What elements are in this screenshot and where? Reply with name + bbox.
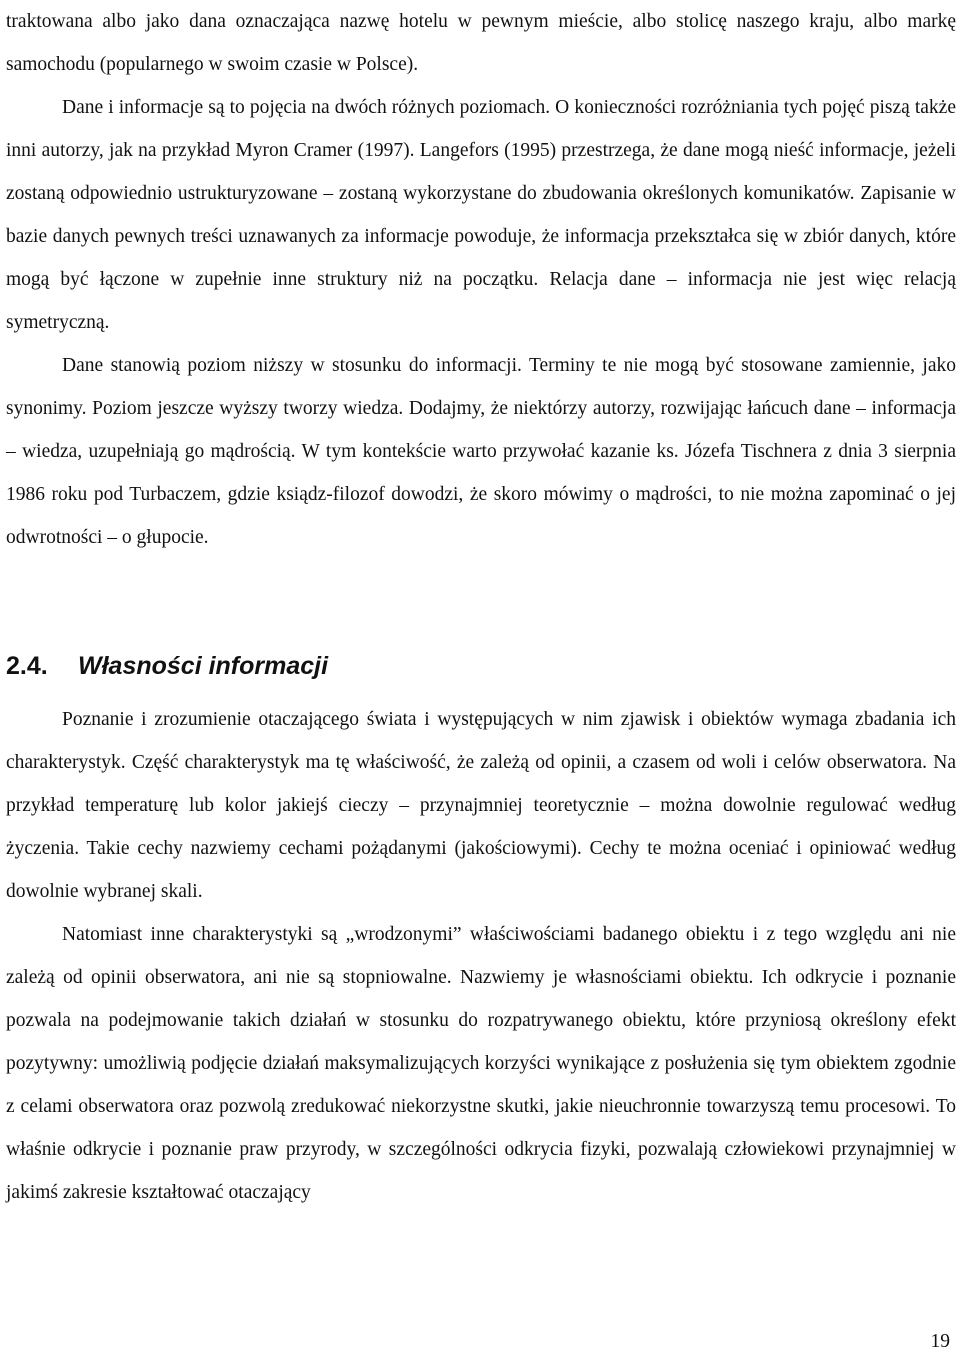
- page-number: 19: [930, 1331, 950, 1352]
- paragraph-continuation: traktowana albo jako dana oznaczająca nazwę hotelu w pewnym mieście, albo stolicę naszego kraju, albo markę samochodu (popularnego w swoim czasie w Polsce).: [6, 11, 956, 75]
- paragraph-innate-properties: Natomiast inne charakterystyki są „wrodzonymi” właściwościami badanego obiektu i z tego względu ani nie zależą od opinii obserwatora, ani nie są stopniowalne. Nazwiemy je własnościami obiektu. Ich odkrycie i poznanie pozwala na podejmowanie takich działań w stosunku do rozpatrywanego obiektu, które przyniosą określony efekt pozytywny: umożliwią podjęcie działań maksymalizujących korzyści wynikające z posłużenia się tym obiektem zgodnie z celami obserwatora oraz pozwolą zredukować niekorzystne skutki, jakie nieuchronnie towarzyszą temu procesowi. To właśnie odkrycie i poznanie praw przyrody, w szczególności odkrycia fizyki, pozwalają człowiekowi przynajmniej w jakimś zakresie kształtować otaczający: [6, 924, 956, 1203]
- body-text-bottom: [6, 698, 956, 1214]
- section-heading: [6, 646, 328, 686]
- paragraph-characteristics: Poznanie i zrozumienie otaczającego świata i występujących w nim zjawisk i obiektów wymaga zbadania ich charakterystyk. Część charakterystyk ma tę właściwość, że zależą od opinii, a czasem od woli i celów obserwatora. Na przykład temperaturę lub kolor jakiejś cieczy – przynajmniej teoretycznie – można dowolnie regulować według życzenia. Takie cechy nazwiemy cechami pożądanymi (jakościowymi). Cechy te można oceniać i opiniować według dowolnie wybranej skali.: [6, 709, 956, 902]
- paragraph-data-vs-information: Dane i informacje są to pojęcia na dwóch różnych poziomach. O konieczności rozróżniania tych pojęć piszą także inni autorzy, jak na przykład Myron Cramer (1997). Langefors (1995) przestrzega, że dane mogą nieść informacje, jeżeli zostaną odpowiednio ustrukturyzowane – zostaną wykorzystane do zbudowania określonych komunikatów. Zapisanie w bazie danych pewnych treści uznawanych za informacje powoduje, że informacja przekształca się w zbiór danych, które mogą być łączone w zupełnie inne struktury niż na początku. Relacja dane – informacja nie jest więc relacją symetryczną.: [6, 97, 956, 333]
- document-page: [6, 0, 956, 1356]
- paragraph-data-levels: Dane stanowią poziom niższy w stosunku do informacji. Terminy te nie mogą być stosowane zamiennie, jako synonimy. Poziom jeszcze wyższy tworzy wiedza. Dodajmy, że niektórzy autorzy, rozwijając łańcuch dane – informacja – wiedza, uzupełniają go mądrością. W tym kontekście warto przywołać kazanie ks. Józefa Tischnera z dnia 3 sierpnia 1986 roku pod Turbaczem, gdzie ksiądz-filozof dowodzi, że skoro mówimy o mądrości, to nie można zapominać o jej odwrotności – o głupocie.: [6, 355, 956, 548]
- body-text-top: [6, 0, 956, 559]
- section-number: 2.4.: [6, 652, 48, 680]
- section-title: Własności informacji: [78, 652, 329, 680]
